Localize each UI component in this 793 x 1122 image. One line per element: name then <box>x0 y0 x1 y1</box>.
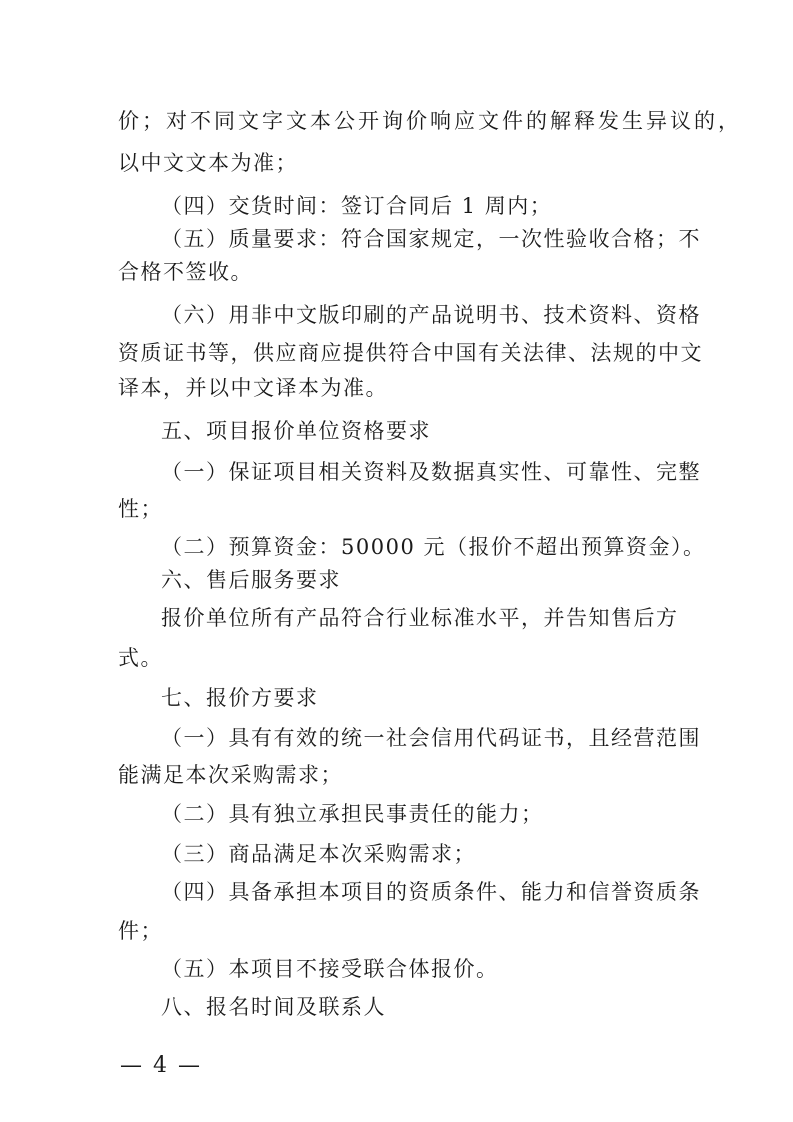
paragraph-line: （六）用非中文版印刷的产品说明书、技术资料、资格 <box>161 303 701 327</box>
paragraph-line: （五）本项目不接受联合体报价。 <box>161 957 499 981</box>
paragraph-line: 译本，并以中文译本为准。 <box>118 376 388 400</box>
paragraph-line: （二）预算资金：50000 元（报价不超出预算资金）。 <box>161 535 706 559</box>
paragraph-line: 价；对不同文字文本公开询价响应文件的解释发生异议的， <box>118 109 742 133</box>
section-heading: 五、项目报价单位资格要求 <box>161 419 431 443</box>
paragraph-line: （四）交货时间：签订合同后 1 周内； <box>161 194 553 218</box>
section-heading: 八、报名时间及联系人 <box>161 995 386 1019</box>
paragraph-line: 式。 <box>118 646 163 670</box>
paragraph-line: （一）具有有效的统一社会信用代码证书，且经营范围 <box>161 726 701 750</box>
paragraph-line: 报价单位所有产品符合行业标准水平，并告知售后方 <box>161 606 679 630</box>
paragraph-line: 能满足本次采购需求； <box>118 763 343 787</box>
section-heading: 六、售后服务要求 <box>161 568 341 592</box>
paragraph-line: 资质证书等，供应商应提供符合中国有关法律、法规的中文 <box>118 341 703 365</box>
page-number: — 4 — <box>120 1053 202 1078</box>
section-heading: 七、报价方要求 <box>161 686 319 710</box>
paragraph-line: （三）商品满足本次采购需求； <box>161 842 476 866</box>
paragraph-line: 件； <box>118 919 163 943</box>
paragraph-line: 合格不签收。 <box>118 260 253 284</box>
paragraph-line: （四）具备承担本项目的资质条件、能力和信誉资质条 <box>161 880 701 904</box>
paragraph-line: （二）具有独立承担民事责任的能力； <box>161 802 544 826</box>
paragraph-line: 以中文文本为准； <box>118 151 298 175</box>
paragraph-line: 性； <box>118 497 163 521</box>
paragraph-line: （五）质量要求：符合国家规定，一次性验收合格；不 <box>161 227 701 251</box>
paragraph-line: （一）保证项目相关资料及数据真实性、可靠性、完整 <box>161 460 701 484</box>
